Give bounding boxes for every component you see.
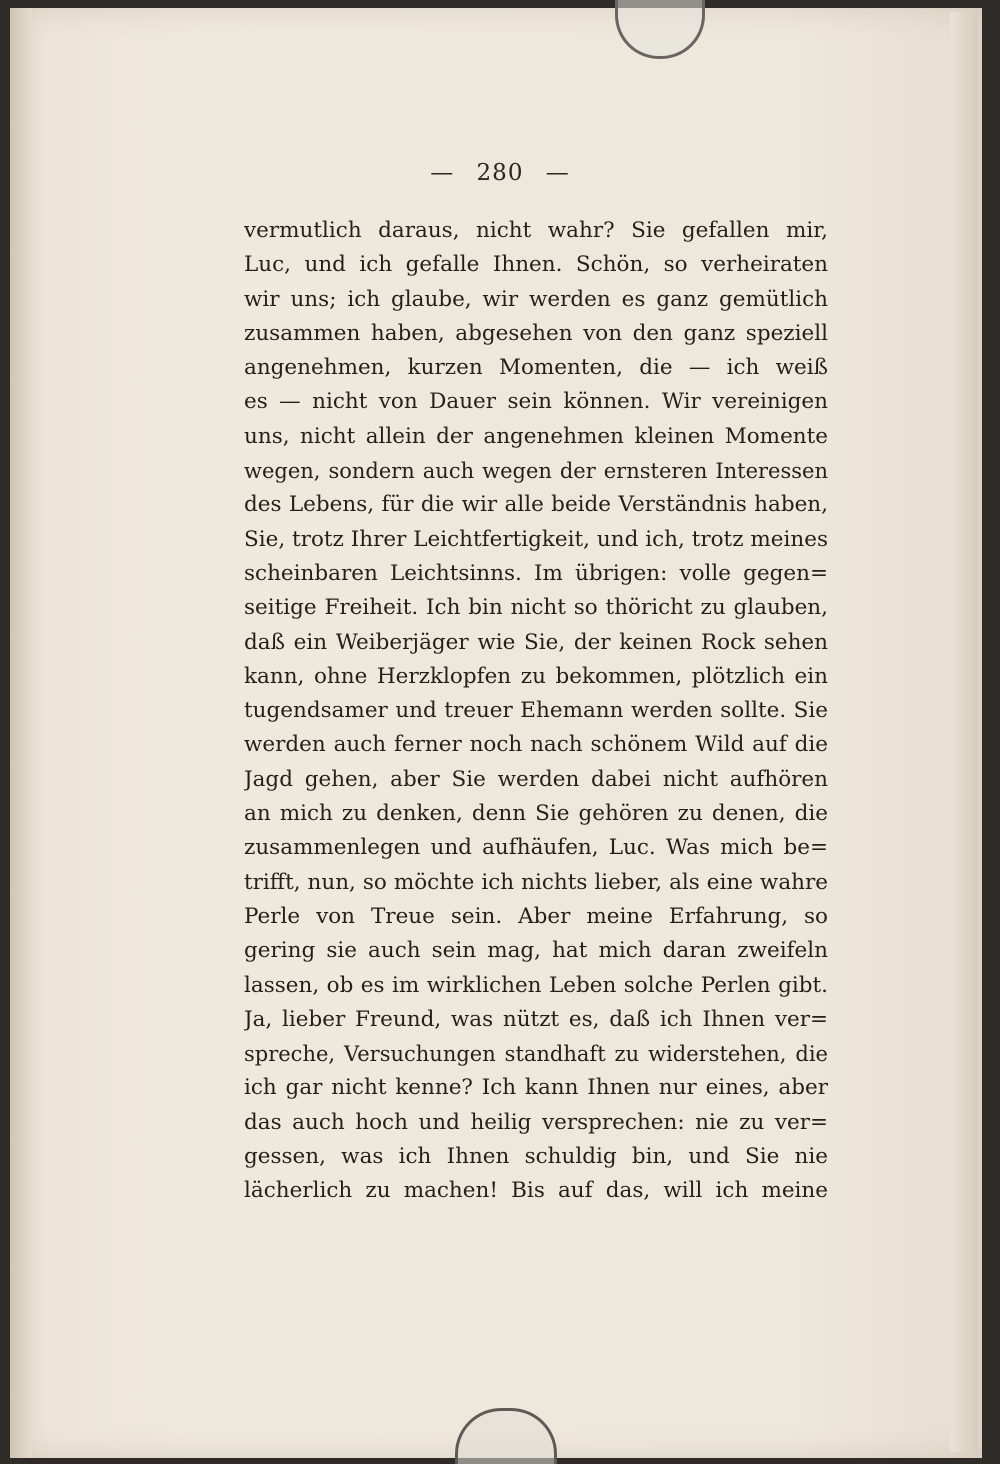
page-number-dash-left: —: [430, 160, 455, 186]
text-line: wir uns; ich glaube, wir werden es ganz gemütlich: [244, 286, 828, 312]
text-line: an mich zu denken, denn Sie gehören zu denen, die: [244, 801, 828, 827]
text-line: Perle von Treue sein. Aber meine Erfahrung, so: [244, 903, 828, 929]
text-line: gering sie auch sein mag, hat mich daran zweifeln: [244, 938, 828, 964]
page-number-dash-right: —: [545, 160, 570, 186]
text-line: vermutlich daraus, nicht wahr? Sie gefallen mir,: [244, 218, 828, 243]
text-line: scheinbaren Leichtsinns. Im übrigen: volle gegen=: [244, 560, 828, 586]
text-line: kann, ohne Herzklopfen zu bekommen, plötzlich ein: [244, 663, 828, 689]
text-line: spreche, Versuchungen standhaft zu widerstehen, die: [244, 1042, 828, 1067]
text-line: angenehmen, kurzen Momenten, die — ich weiß: [244, 355, 828, 381]
text-line: uns, nicht allein der angenehmen kleinen Momente: [244, 423, 828, 449]
text-line: zusammenlegen und aufhäufen, Luc. Was mich be=: [244, 835, 828, 861]
text-line: zusammen haben, abgesehen von den ganz speziell: [244, 320, 828, 346]
page-binding-edge: [10, 8, 32, 1458]
text-line: das auch hoch und heilig versprechen: nie zu ver=: [244, 1109, 828, 1135]
text-line: trifft, nun, so möchte ich nichts lieber, als eine wahre: [244, 869, 828, 895]
page-stack-edge: [950, 12, 978, 1452]
text-line: Ja, lieber Freund, was nützt es, daß ich Ihnen ver=: [244, 1006, 828, 1032]
text-line: gessen, was ich Ihnen schuldig bin, und Sie nie: [244, 1144, 828, 1170]
text-line: ich gar nicht kenne? Ich kann Ihnen nur eines, aber: [244, 1075, 828, 1101]
body-text: [244, 214, 828, 1209]
page-number: 280: [476, 160, 524, 186]
page-number-header: [0, 160, 1000, 186]
text-line: des Lebens, für die wir alle beide Verständnis haben,: [244, 492, 828, 518]
text-line: daß ein Weiberjäger wie Sie, der keinen Rock sehen: [244, 629, 828, 655]
text-line: Luc, und ich gefalle Ihnen. Schön, so verheiraten: [244, 252, 828, 278]
text-line: tugendsamer und treuer Ehemann werden sollte. Sie: [244, 698, 828, 724]
text-line: lassen, ob es im wirklichen Leben solche Perlen gibt.: [244, 972, 828, 998]
text-line: Jagd gehen, aber Sie werden dabei nicht aufhören: [244, 766, 828, 792]
text-line: Sie, trotz Ihrer Leichtfertigkeit, und ich, trotz meines: [244, 526, 828, 552]
text-line: es — nicht von Dauer sein können. Wir vereinigen: [244, 389, 828, 415]
text-line: lächerlich zu machen! Bis auf das, will ich meine: [244, 1178, 828, 1204]
text-line: werden auch ferner noch nach schönem Wild auf die: [244, 732, 828, 758]
text-line: seitige Freiheit. Ich bin nicht so thöricht zu glauben,: [244, 595, 828, 621]
text-line: wegen, sondern auch wegen der ernsteren Interessen: [244, 459, 828, 484]
